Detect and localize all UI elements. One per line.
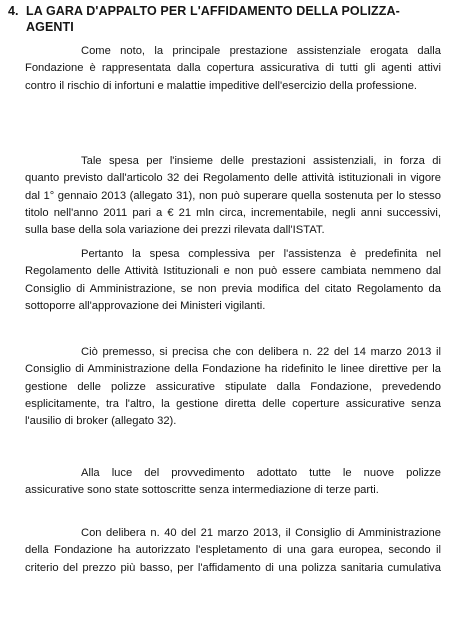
paragraph-line: della Fondazione ha autorizzato l'espletamento di una gara europea, secondo il (25, 544, 441, 557)
paragraph-1 (25, 43, 441, 95)
paragraph-line: Tale spesa per l'insieme delle prestazioni assistenziali, in forza di (81, 155, 441, 167)
paragraph-line: Pertanto la spesa complessiva per l'assistenza è predefinita nel (81, 248, 441, 260)
paragraph-line: quanto previsto dall'articolo 32 dei Regolamento delle attività istituzionali in vigore (25, 172, 441, 185)
paragraph-line: Come noto, la principale prestazione assistenziale erogata dalla (81, 45, 441, 57)
paragraph-line: Con delibera n. 40 del 21 marzo 2013, il Consiglio di Amministrazione (81, 527, 441, 539)
paragraph-5 (25, 465, 441, 500)
paragraph-line: Ciò premesso, si precisa che con delibera n. 22 del 14 marzo 2013 il (81, 346, 441, 358)
paragraph-line: contro il rischio di infortuni e malattie impeditive dell'esercizio della professione. (25, 79, 418, 92)
paragraph-line: esplicitamente, tra l'altro, la gestione diretta delle coperture assicurative senza (25, 397, 441, 410)
paragraph-line: Regolamento delle Attività Istituzionali e non può essere cambiata nemmeno dal (25, 265, 441, 278)
paragraph-line: Consiglio di Amministrazione della Fondazione ha ridefinito le linee direttive per la (25, 363, 441, 376)
paragraph-line: Consiglio di Amministrazione, se non previa modifica del citato Regolamento da (25, 282, 441, 295)
section-heading (8, 3, 428, 35)
section-number: 4. (8, 4, 19, 18)
paragraph-line: criterio del prezzo più basso, per l'affidamento di una polizza sanitaria cumulativa (25, 561, 441, 574)
paragraph-6 (25, 525, 441, 577)
paragraph-line: assicurative sono state sottoscritte senza intermediazione di terze parti. (25, 484, 379, 497)
section-title-line-2: AGENTI (26, 20, 74, 34)
paragraph-line: l'ausilio di broker (allegato 32). (25, 415, 177, 428)
paragraph-line: sottoporre all'approvazione dei Ministeri vigilanti. (25, 299, 266, 312)
paragraph-line: Fondazione è rappresentata dalla copertura assicurativa di tutti gli agenti attivi (25, 62, 441, 75)
paragraph-line: dal 1° gennaio 2013 (allegato 31), non può superare quella sostenuta per lo stesso (25, 189, 441, 202)
section-title-line-1: LA GARA D'APPALTO PER L'AFFIDAMENTO DELLA POLIZZA- (26, 4, 400, 18)
paragraph-2 (25, 153, 441, 239)
paragraph-line: Alla luce del provvedimento adottato tutte le nuove polizze (81, 467, 441, 479)
paragraph-3 (25, 246, 441, 315)
paragraph-4 (25, 344, 441, 430)
paragraph-line: titolo nell'anno 2011 pari a € 21 mln circa, incrementabile, negli anni successivi, (25, 206, 441, 219)
paragraph-line: sulla base della sola variazione dei prezzi rilevata dall'ISTAT. (25, 224, 325, 237)
paragraph-line: gestione delle polizze assicurative stipulate dalla Fondazione, prevedendo (25, 380, 441, 393)
